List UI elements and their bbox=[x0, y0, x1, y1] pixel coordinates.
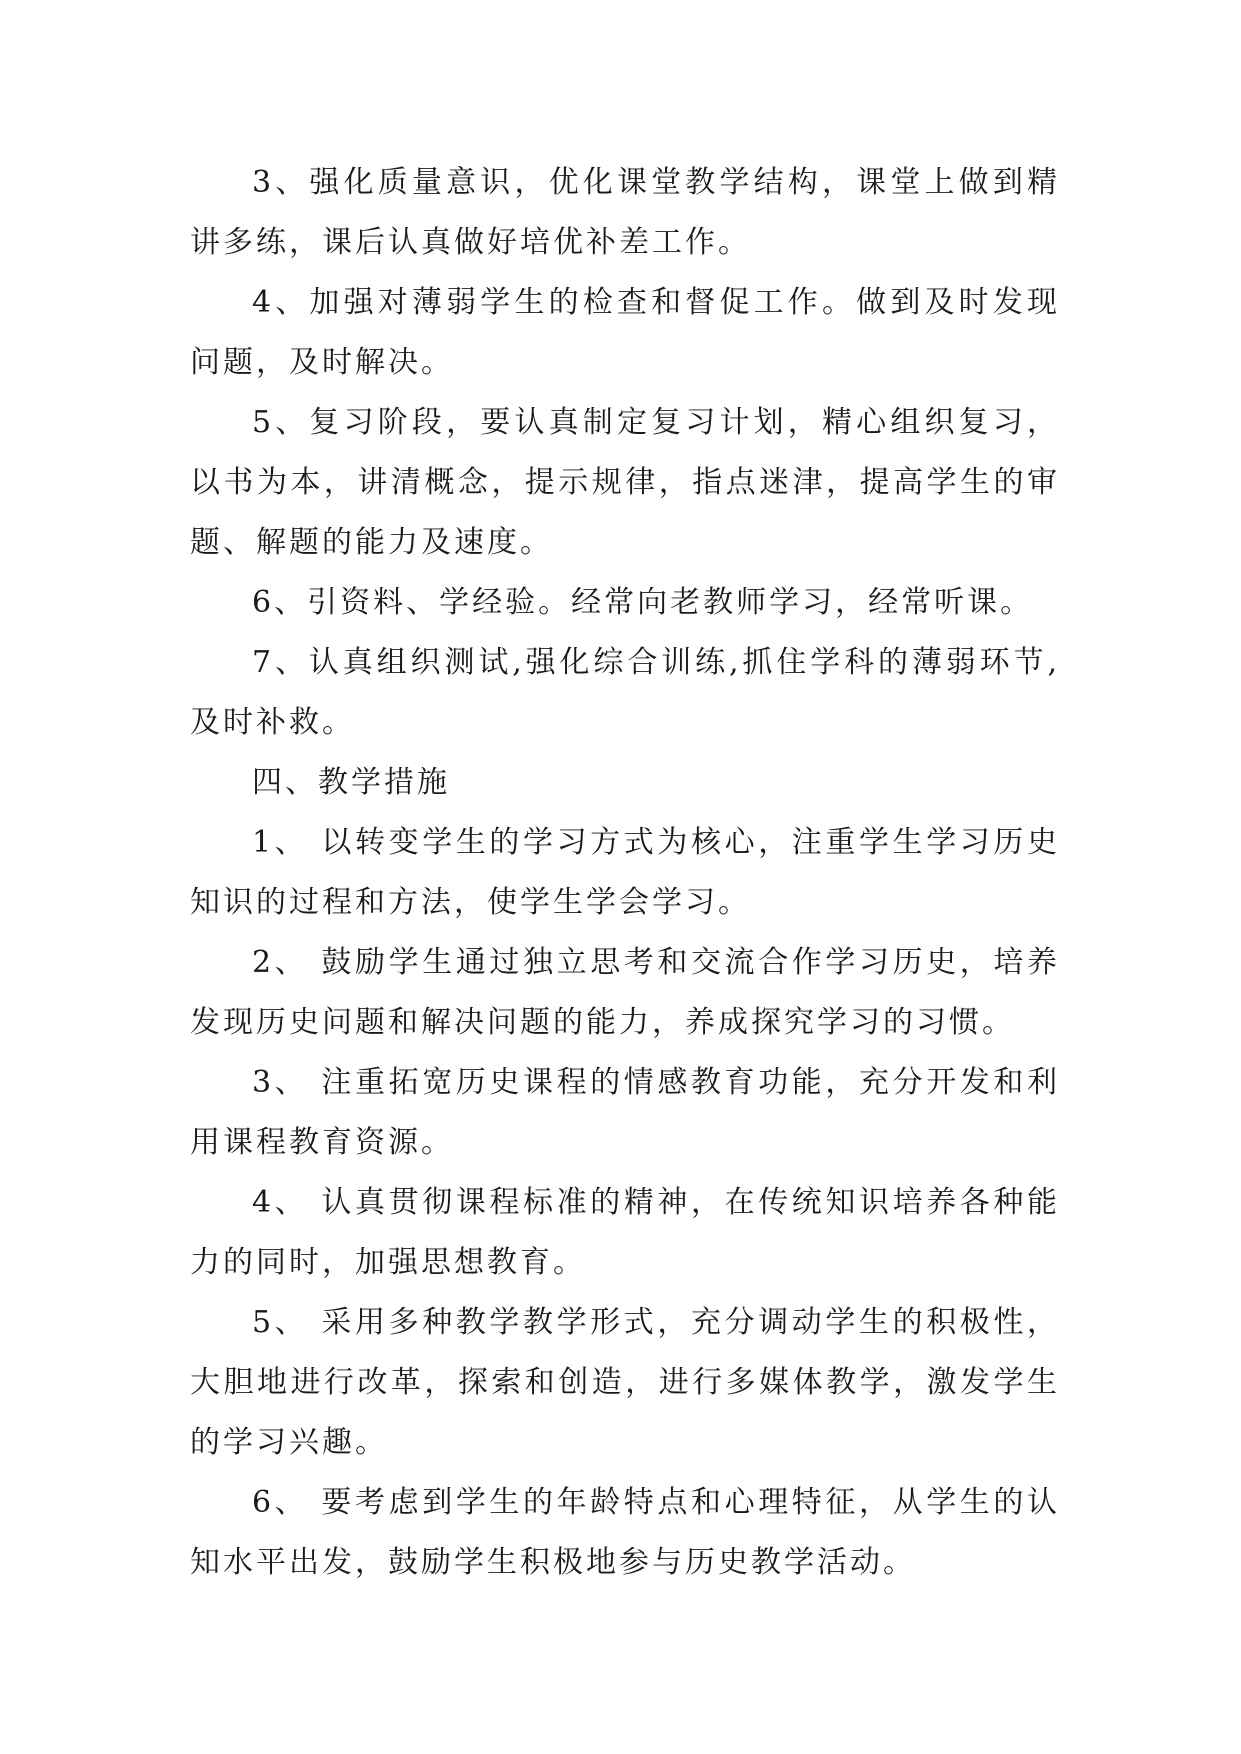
measure-item-6: 6、 要考虑到学生的年龄特点和心理特征，从学生的认知水平出发，鼓励学生积极地参与历史教学活动。 bbox=[190, 1485, 1060, 1580]
document-body bbox=[190, 153, 1060, 1593]
paragraph-item-5: 5、复习阶段，要认真制定复习计划，精心组织复习，以书为本，讲清概念，提示规律，指点迷津，提高学生的审题、解题的能力及速度。 bbox=[190, 405, 1060, 560]
paragraph-item-7: 7、认真组织测试,强化综合训练,抓住学科的薄弱环节,及时补救。 bbox=[190, 645, 1060, 740]
paragraph-item-3: 3、强化质量意识，优化课堂教学结构，课堂上做到精讲多练，课后认真做好培优补差工作。 bbox=[190, 165, 1060, 260]
measure-item-1: 1、 以转变学生的学习方式为核心，注重学生学习历史知识的过程和方法，使学生学会学习。 bbox=[190, 825, 1060, 920]
measure-item-4: 4、 认真贯彻课程标准的精神，在传统知识培养各种能力的同时，加强思想教育。 bbox=[190, 1185, 1060, 1280]
measure-item-5: 5、 采用多种教学教学形式，充分调动学生的积极性，大胆地进行改革，探索和创造，进行多媒体教学，激发学生的学习兴趣。 bbox=[190, 1305, 1060, 1460]
paragraph-item-6: 6、引资料、学经验。经常向老教师学习，经常听课。 bbox=[252, 585, 1034, 620]
measure-item-3: 3、 注重拓宽历史课程的情感教育功能，充分开发和利用课程教育资源。 bbox=[190, 1065, 1060, 1160]
measure-item-2: 2、 鼓励学生通过独立思考和交流合作学习历史，培养发现历史问题和解决问题的能力，养成探究学习的习惯。 bbox=[190, 945, 1060, 1040]
paragraph-item-4: 4、加强对薄弱学生的检查和督促工作。做到及时发现问题，及时解决。 bbox=[190, 285, 1060, 380]
section-heading-teaching-measures: 四、教学措施 bbox=[252, 765, 450, 800]
